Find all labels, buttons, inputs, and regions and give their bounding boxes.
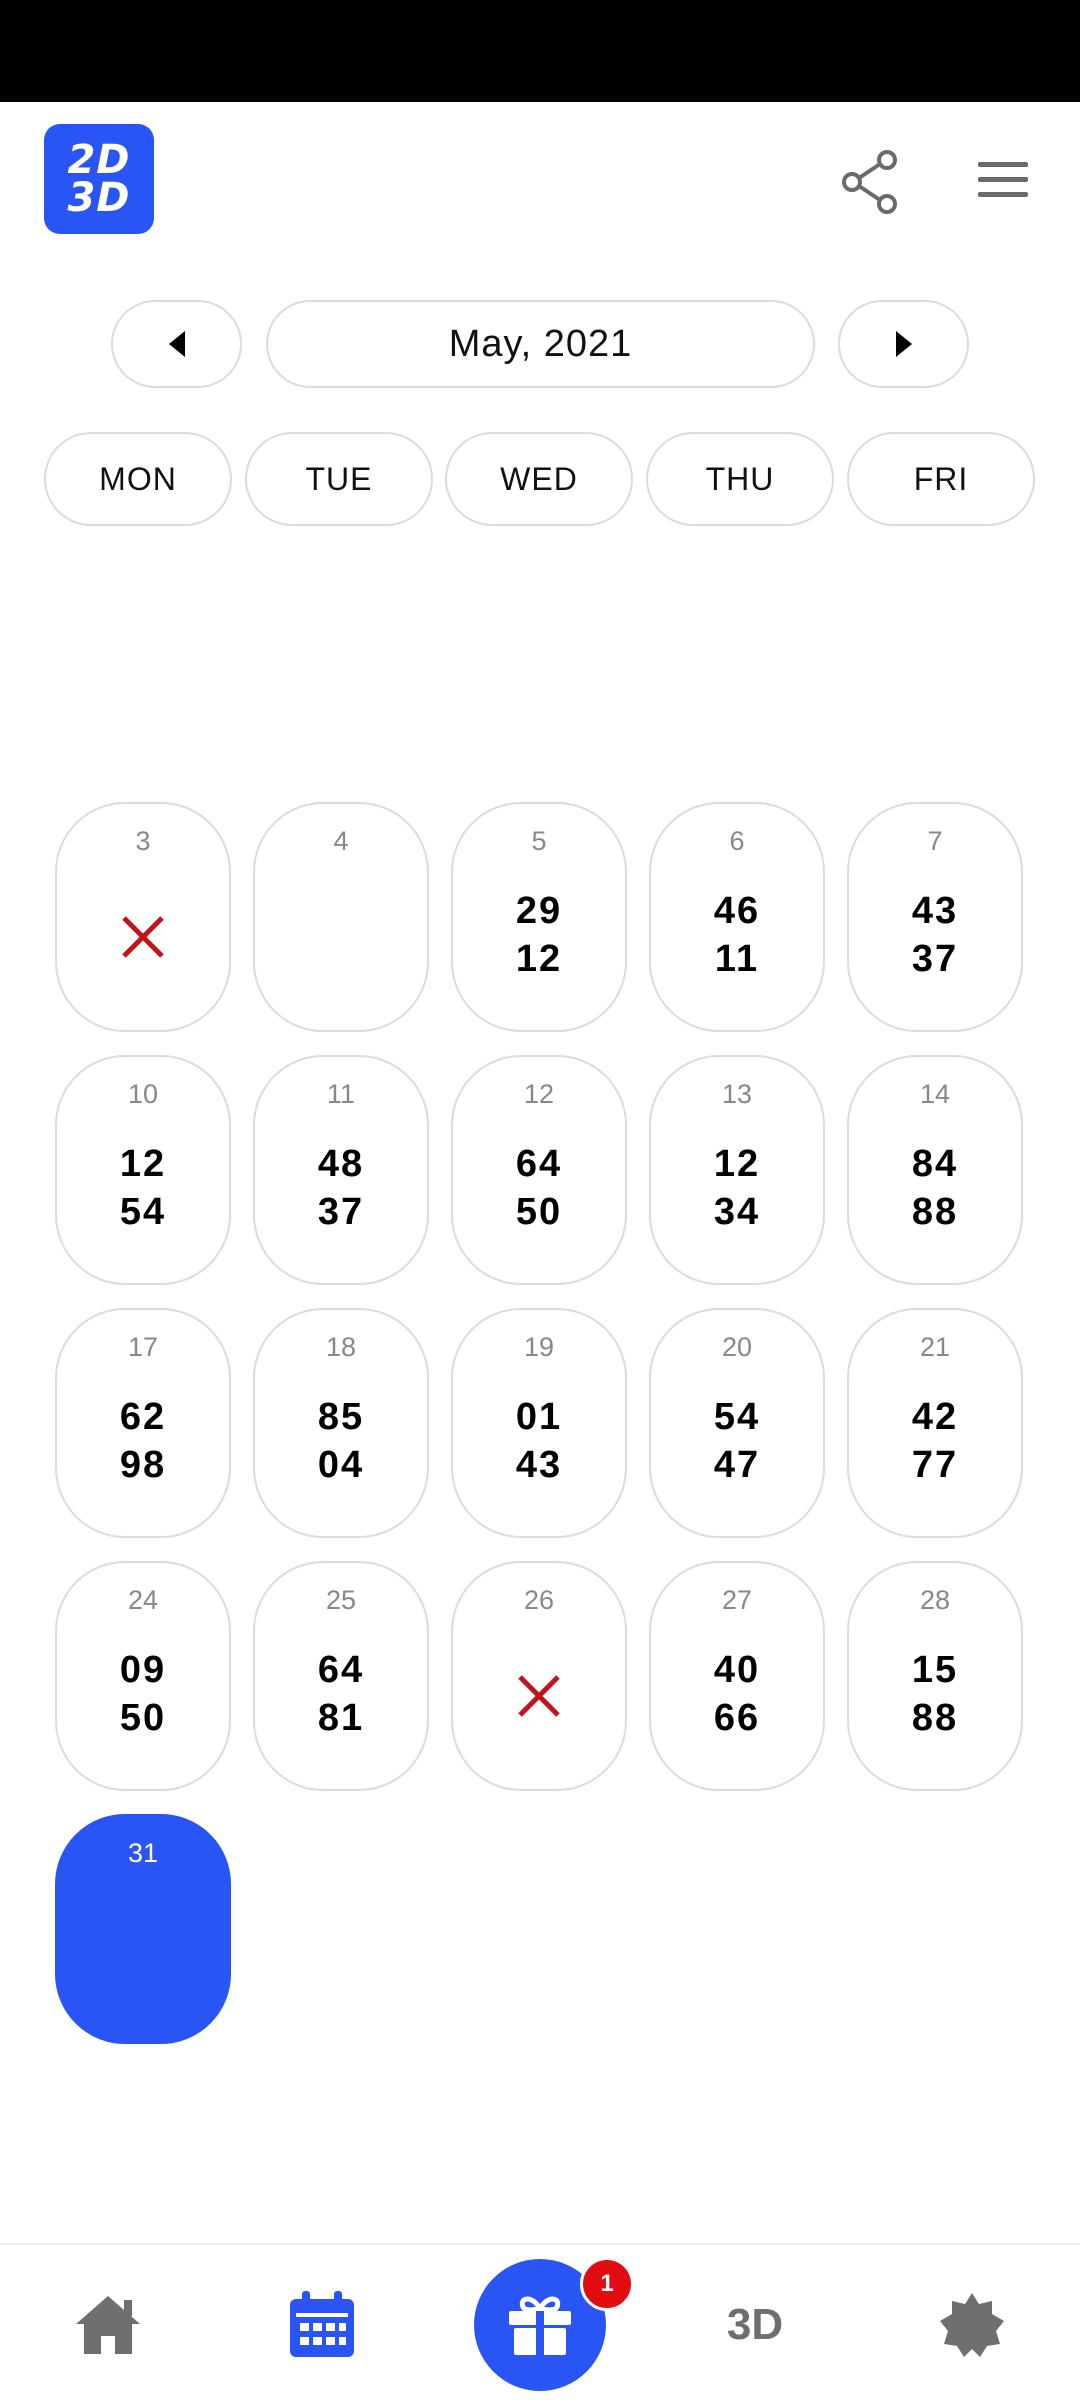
result-second: 50 bbox=[119, 1697, 167, 1739]
day-cell[interactable] bbox=[451, 802, 627, 1032]
result-first: 01 bbox=[515, 1396, 563, 1438]
day-cell[interactable] bbox=[451, 1561, 627, 1791]
day-number: 7 bbox=[927, 826, 943, 856]
result-second: 98 bbox=[119, 1444, 167, 1486]
result-first: 43 bbox=[911, 890, 959, 932]
logo-text-3d: 3D bbox=[67, 175, 131, 221]
previous-month-button[interactable] bbox=[111, 300, 242, 388]
result-first: 12 bbox=[119, 1143, 167, 1185]
day-number: 20 bbox=[721, 1332, 753, 1362]
day-cell[interactable] bbox=[847, 1561, 1023, 1791]
hamburger-menu-icon[interactable] bbox=[976, 156, 1030, 204]
day-number: 17 bbox=[127, 1332, 159, 1362]
day-number: 19 bbox=[523, 1332, 555, 1362]
nav-home[interactable] bbox=[70, 2289, 146, 2361]
day-cell[interactable] bbox=[451, 1308, 627, 1538]
result-first: 09 bbox=[119, 1649, 167, 1691]
day-cell[interactable] bbox=[847, 802, 1023, 1032]
result-second: 43 bbox=[515, 1444, 563, 1486]
result-second: 50 bbox=[515, 1191, 563, 1233]
month-navigator bbox=[0, 300, 1080, 388]
day-cell[interactable] bbox=[847, 1055, 1023, 1285]
day-number: 5 bbox=[531, 826, 547, 856]
month-label[interactable]: May, 2021 bbox=[266, 300, 815, 388]
result-first: 54 bbox=[713, 1396, 761, 1438]
next-month-button[interactable] bbox=[838, 300, 969, 388]
result-first: 29 bbox=[515, 890, 563, 932]
result-second: 04 bbox=[317, 1444, 365, 1486]
day-number: 6 bbox=[729, 826, 745, 856]
result-second: 34 bbox=[713, 1191, 761, 1233]
day-number: 31 bbox=[127, 1838, 159, 1868]
result-second: 11 bbox=[714, 938, 760, 980]
caret-right-icon bbox=[896, 331, 912, 357]
result-first: 85 bbox=[317, 1396, 365, 1438]
weekday-mon: MON bbox=[44, 432, 232, 526]
result-first: 12 bbox=[713, 1143, 761, 1185]
result-first: 40 bbox=[713, 1649, 761, 1691]
result-first: 64 bbox=[317, 1649, 365, 1691]
result-second: 77 bbox=[911, 1444, 959, 1486]
share-icon[interactable] bbox=[840, 150, 900, 214]
logo-text-2d: 2D bbox=[67, 137, 131, 183]
calendar-icon bbox=[288, 2289, 356, 2359]
day-number: 10 bbox=[127, 1079, 159, 1109]
day-number: 12 bbox=[523, 1079, 555, 1109]
day-number: 24 bbox=[127, 1585, 159, 1615]
day-cell[interactable] bbox=[55, 1055, 231, 1285]
weekday-thu: THU bbox=[646, 432, 834, 526]
day-number: 18 bbox=[325, 1332, 357, 1362]
day-cell[interactable] bbox=[253, 802, 429, 1032]
day-number: 3 bbox=[135, 826, 151, 856]
app-header bbox=[0, 102, 1080, 257]
result-first: 48 bbox=[317, 1143, 365, 1185]
result-second: 37 bbox=[911, 938, 959, 980]
result-first: 42 bbox=[911, 1396, 959, 1438]
result-second: 37 bbox=[317, 1191, 365, 1233]
day-cell[interactable] bbox=[451, 1055, 627, 1285]
result-second: 66 bbox=[713, 1697, 761, 1739]
result-second: 81 bbox=[317, 1697, 365, 1739]
result-first: 84 bbox=[911, 1143, 959, 1185]
day-cell[interactable] bbox=[649, 1308, 825, 1538]
nav-settings[interactable] bbox=[936, 2289, 1008, 2361]
day-cell[interactable] bbox=[253, 1308, 429, 1538]
result-second: 47 bbox=[713, 1444, 761, 1486]
day-cell[interactable] bbox=[253, 1561, 429, 1791]
day-number: 25 bbox=[325, 1585, 357, 1615]
day-cell[interactable] bbox=[55, 1308, 231, 1538]
closed-x-icon bbox=[120, 914, 166, 960]
day-number: 28 bbox=[919, 1585, 951, 1615]
weekday-fri: FRI bbox=[847, 432, 1035, 526]
day-cell-today[interactable] bbox=[55, 1814, 231, 2044]
result-first: 15 bbox=[911, 1649, 959, 1691]
result-first: 46 bbox=[713, 890, 761, 932]
gear-icon bbox=[938, 2291, 1006, 2359]
day-cell[interactable] bbox=[847, 1308, 1023, 1538]
caret-left-icon bbox=[169, 331, 185, 357]
gift-icon bbox=[507, 2293, 573, 2357]
result-second: 12 bbox=[515, 938, 563, 980]
day-number: 11 bbox=[326, 1079, 356, 1109]
result-second: 88 bbox=[911, 1191, 959, 1233]
app-logo bbox=[44, 124, 154, 234]
day-cell[interactable] bbox=[55, 802, 231, 1032]
weekday-header bbox=[0, 432, 1080, 526]
bottom-navigation bbox=[0, 2243, 1080, 2400]
nav-calendar[interactable] bbox=[286, 2287, 358, 2361]
nav-3d[interactable]: 3D bbox=[726, 2300, 784, 2349]
day-cell[interactable] bbox=[649, 1561, 825, 1791]
day-number: 21 bbox=[919, 1332, 951, 1362]
result-first: 62 bbox=[119, 1396, 167, 1438]
day-cell[interactable] bbox=[649, 802, 825, 1032]
day-number: 26 bbox=[523, 1585, 555, 1615]
day-number: 27 bbox=[721, 1585, 753, 1615]
result-first: 64 bbox=[515, 1143, 563, 1185]
weekday-wed: WED bbox=[445, 432, 633, 526]
day-number: 13 bbox=[721, 1079, 753, 1109]
day-cell[interactable] bbox=[649, 1055, 825, 1285]
home-icon bbox=[74, 2292, 142, 2358]
weekday-tue: TUE bbox=[245, 432, 433, 526]
result-second: 88 bbox=[911, 1697, 959, 1739]
day-number: 14 bbox=[919, 1079, 951, 1109]
day-cell[interactable] bbox=[253, 1055, 429, 1285]
result-second: 54 bbox=[119, 1191, 167, 1233]
day-cell[interactable] bbox=[55, 1561, 231, 1791]
closed-x-icon bbox=[516, 1673, 562, 1719]
status-bar bbox=[0, 0, 1080, 102]
day-number: 4 bbox=[333, 826, 349, 856]
notification-badge: 1 bbox=[580, 2257, 634, 2311]
